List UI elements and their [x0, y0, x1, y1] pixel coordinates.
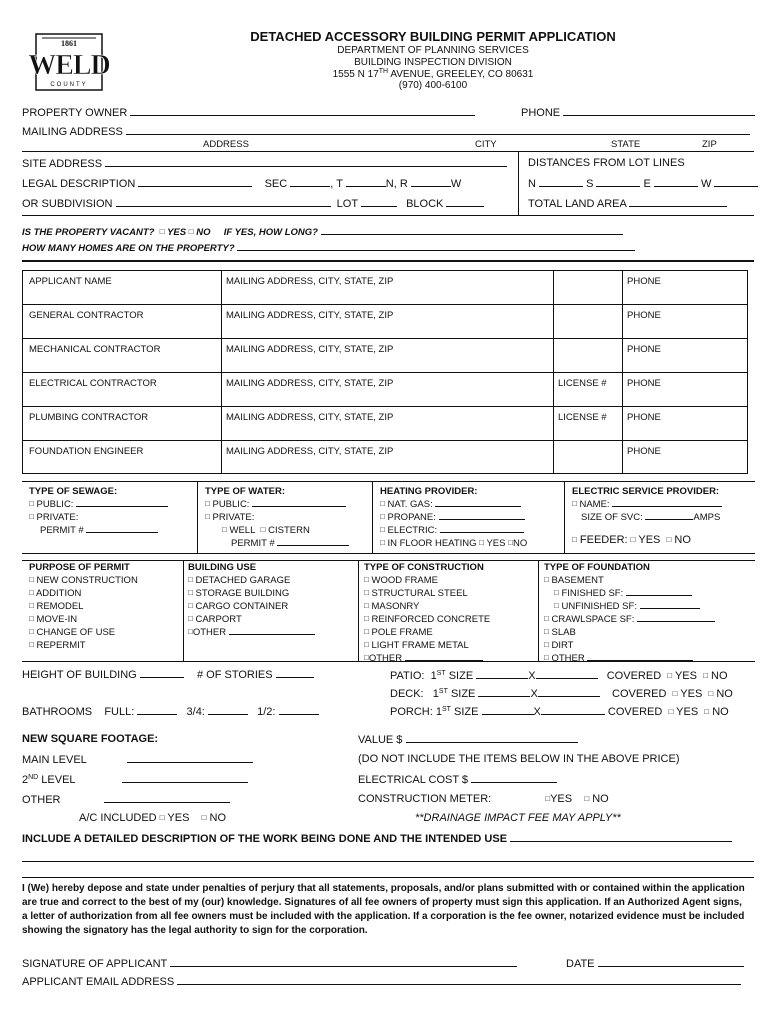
mailing-cell[interactable]: MAILING ADDRESS, CITY, STATE, ZIP — [226, 446, 394, 457]
phone-cell[interactable]: PHONE — [627, 446, 661, 457]
heat-gas[interactable]: □ NAT. GAS: — [380, 498, 527, 511]
second-level-field[interactable]: 2ND LEVEL — [22, 773, 248, 786]
phone-cell[interactable]: PHONE — [627, 344, 661, 355]
elec-name[interactable]: □ NAME: — [572, 498, 722, 511]
subdivision-field[interactable]: OR SUBDIVISION LOT BLOCK — [22, 197, 484, 210]
bathrooms-field[interactable]: BATHROOMS FULL: 3/4: 1/2: — [22, 705, 319, 718]
electric-section: ELECTRIC SERVICE PROVIDER: □ NAME: SIZE OF SVC: AMPS — [572, 486, 721, 523]
mailing-cell[interactable]: MAILING ADDRESS, CITY, STATE, ZIP — [226, 412, 394, 423]
license-cell[interactable]: LICENSE # — [558, 378, 607, 389]
description-line[interactable] — [22, 861, 754, 862]
construction-item[interactable]: □ LIGHT FRAME METAL — [364, 640, 469, 651]
construction-item[interactable]: □ POLE FRAME — [364, 627, 433, 638]
construction-other[interactable]: □OTHER — [364, 652, 490, 665]
height-field[interactable]: HEIGHT OF BUILDING — [22, 668, 184, 681]
water-well-cistern[interactable]: □ WELL □ CISTERN — [222, 525, 310, 536]
mailing-cell[interactable]: MAILING ADDRESS, CITY, STATE, ZIP — [226, 344, 394, 355]
row-mechanical-contractor[interactable]: MECHANICAL CONTRACTOR — [29, 344, 161, 355]
value-field[interactable]: VALUE $ — [358, 733, 578, 746]
sub-city: CITY — [475, 139, 497, 150]
porch-field[interactable]: PORCH: 1ST SIZE X COVERED □ YES □ NO — [390, 706, 729, 718]
form-title: DETACHED ACCESSORY BUILDING PERMIT APPLICATION — [250, 29, 616, 44]
purpose-item[interactable]: □ ADDITION — [29, 588, 82, 599]
description-field[interactable]: INCLUDE A DETAILED DESCRIPTION OF THE WORK BEING DONE AND THE INTENDED USE — [22, 833, 732, 845]
foundation-slab[interactable]: □ SLAB — [544, 627, 576, 638]
sewage-section: TYPE OF SEWAGE: □ PUBLIC: □ PRIVATE: PERMIT # — [29, 486, 168, 537]
construction-item[interactable]: □ WOOD FRAME — [364, 575, 438, 586]
stories-field[interactable]: # OF STORIES — [197, 668, 314, 681]
phone-cell[interactable]: PHONE — [627, 310, 661, 321]
distances-label: DISTANCES FROM LOT LINES — [528, 157, 685, 169]
patio-field[interactable]: PATIO: 1ST SIZE X COVERED □ YES □ NO — [390, 670, 728, 682]
value-note: (DO NOT INCLUDE THE ITEMS BELOW IN THE ABOVE PRICE) — [358, 753, 680, 765]
water-public[interactable]: □ PUBLIC: — [205, 498, 349, 511]
foundation-dirt[interactable]: □ DIRT — [544, 640, 574, 651]
water-permit[interactable]: PERMIT # — [205, 537, 349, 550]
mailing-address-field[interactable]: MAILING ADDRESS — [22, 125, 750, 138]
ac-included[interactable]: A/C INCLUDED □ YES □ NO — [79, 812, 227, 824]
sub-state: STATE — [611, 139, 641, 150]
mailing-cell[interactable]: MAILING ADDRESS, CITY, STATE, ZIP — [226, 378, 394, 389]
division-name: BUILDING INSPECTION DIVISION — [354, 57, 512, 68]
use-other[interactable]: □OTHER — [188, 626, 315, 639]
logo-year: 1861 — [61, 39, 77, 48]
email-field[interactable]: APPLICANT EMAIL ADDRESS — [22, 975, 741, 988]
row-applicant[interactable]: APPLICANT NAME — [29, 276, 112, 287]
sewage-private[interactable]: □ PRIVATE: — [29, 512, 79, 523]
use-item[interactable]: □ CARGO CONTAINER — [188, 601, 289, 612]
signature-field[interactable]: SIGNATURE OF APPLICANT — [22, 957, 517, 970]
purpose-section: PURPOSE OF PERMIT □ NEW CONSTRUCTION □ ADDITION □ REMODEL □ MOVE-IN □ CHANGE OF USE □ REPERMIT — [29, 562, 138, 651]
use-item[interactable]: □ DETACHED GARAGE — [188, 575, 291, 586]
homes-question[interactable]: HOW MANY HOMES ARE ON THE PROPERTY? — [22, 241, 635, 254]
dept-address: 1555 N 17TH AVENUE, GREELEY, CO 80631 — [332, 68, 534, 80]
mailing-cell[interactable]: MAILING ADDRESS, CITY, STATE, ZIP — [226, 276, 394, 287]
logo-name: WELD — [28, 50, 110, 81]
row-plumbing-contractor[interactable]: PLUMBING CONTRACTOR — [29, 412, 149, 423]
date-field[interactable]: DATE — [566, 957, 744, 970]
building-use-section: BUILDING USE □ DETACHED GARAGE □ STORAGE BUILDING □ CARGO CONTAINER □ CARPORT □OTHER — [188, 562, 315, 639]
electrical-cost-field[interactable]: ELECTRICAL COST $ — [358, 773, 557, 786]
construction-meter[interactable]: CONSTRUCTION METER: □YES □ NO — [358, 793, 609, 805]
site-address-field[interactable]: SITE ADDRESS — [22, 157, 507, 170]
foundation-crawlspace[interactable]: □ CRAWLSPACE SF: — [544, 613, 715, 626]
license-cell[interactable]: LICENSE # — [558, 412, 607, 423]
vacancy-question[interactable]: IS THE PROPERTY VACANT? □ YES □ NO IF YES, HOW LONG? — [22, 225, 623, 238]
construction-item[interactable]: □ STRUCTURAL STEEL — [364, 588, 468, 599]
main-level-field[interactable]: MAIN LEVEL — [22, 753, 253, 766]
purpose-item[interactable]: □ CHANGE OF USE — [29, 627, 116, 638]
purpose-item[interactable]: □ REPERMIT — [29, 640, 86, 651]
row-general-contractor[interactable]: GENERAL CONTRACTOR — [29, 310, 144, 321]
construction-item[interactable]: □ MASONRY — [364, 601, 420, 612]
use-item[interactable]: □ STORAGE BUILDING — [188, 588, 290, 599]
footage-title: NEW SQUARE FOOTAGE: — [22, 733, 159, 745]
dept-name: DEPARTMENT OF PLANNING SERVICES — [337, 45, 529, 56]
elec-feeder[interactable]: □ FEEDER: □ YES □ NO — [572, 534, 691, 546]
foundation-section: TYPE OF FOUNDATION □ BASEMENT □ FINISHED SF: □ UNFINISHED SF: □ CRAWLSPACE SF: □ SLAB □ DIRT □ OTHER — [544, 562, 715, 665]
phone-cell[interactable]: PHONE — [627, 378, 661, 389]
phone-cell[interactable]: PHONE — [627, 412, 661, 423]
elec-size[interactable]: SIZE OF SVC: AMPS — [581, 512, 721, 523]
sewage-public[interactable]: □ PUBLIC: — [29, 498, 168, 511]
description-line[interactable] — [22, 877, 754, 878]
owner-phone-field[interactable]: PHONE — [521, 106, 755, 119]
deck-field[interactable]: DECK: 1ST SIZE X COVERED □ YES □ NO — [390, 688, 733, 700]
heat-in-floor[interactable]: □ IN FLOOR HEATING □ YES □NO — [380, 538, 528, 549]
phone-cell[interactable]: PHONE — [627, 276, 661, 287]
purpose-item[interactable]: □ MOVE-IN — [29, 614, 78, 625]
construction-section: TYPE OF CONSTRUCTION □ WOOD FRAME □ STRUCTURAL STEEL □ MASONRY □ REINFORCED CONCRETE □ POLE FRAME □ LIGHT FRAME METAL □OTHER — [364, 562, 491, 664]
construction-item[interactable]: □ REINFORCED CONCRETE — [364, 614, 491, 625]
logo-county: COUNTY — [50, 82, 88, 88]
other-field[interactable]: OTHER — [22, 793, 230, 806]
heat-propane[interactable]: □ PROPANE: — [380, 511, 527, 524]
water-section: TYPE OF WATER: □ PUBLIC: □ PRIVATE: □ WELL □ CISTERN PERMIT # — [205, 486, 349, 550]
distances-fields[interactable]: N S E W — [528, 177, 758, 190]
foundation-finished[interactable]: □ FINISHED SF: — [544, 587, 715, 600]
total-land-area-field[interactable]: TOTAL LAND AREA — [528, 197, 727, 210]
row-foundation-engineer[interactable]: FOUNDATION ENGINEER — [29, 446, 144, 457]
property-owner-field[interactable]: PROPERTY OWNER — [22, 106, 475, 119]
sub-address: ADDRESS — [203, 139, 249, 150]
sub-zip: ZIP — [702, 139, 717, 150]
foundation-basement[interactable]: □ BASEMENT — [544, 575, 604, 586]
dept-phone: (970) 400-6100 — [398, 80, 468, 91]
purpose-item[interactable]: □ NEW CONSTRUCTION — [29, 575, 138, 586]
foundation-unfinished[interactable]: □ UNFINISHED SF: — [544, 600, 715, 613]
declaration-text: I (We) hereby depose and state under penalties of perjury that all statements, proposals, and/or plans submitted with or contained within the application are true and correct to the best of my (our) knowledge. Signatures of all fee owners of property must sign this application. If an Authorized Agent signs, a letter of authorization from all fee owners must be included with the application. If a corporation is the fee owner, notarized evidence must be included showing the signatory has the legal authority to sign for the corporation. — [22, 883, 745, 936]
use-item[interactable]: □ CARPORT — [188, 614, 242, 625]
drainage-note: **DRAINAGE IMPACT FEE MAY APPLY** — [415, 812, 621, 824]
purpose-item[interactable]: □ REMODEL — [29, 601, 84, 612]
mailing-cell[interactable]: MAILING ADDRESS, CITY, STATE, ZIP — [226, 310, 394, 321]
legal-description-field[interactable]: LEGAL DESCRIPTION SEC , T N, R W — [22, 178, 462, 190]
row-electrical-contractor[interactable]: ELECTRICAL CONTRACTOR — [29, 378, 157, 389]
sewage-permit[interactable]: PERMIT # — [29, 524, 168, 537]
foundation-other[interactable]: □ OTHER — [544, 652, 715, 665]
water-private[interactable]: □ PRIVATE: — [205, 512, 255, 523]
heating-section: HEATING PROVIDER: □ NAT. GAS: □ PROPANE: □ ELECTRIC: □ IN FLOOR HEATING □ YES □NO — [380, 486, 528, 549]
heat-electric[interactable]: □ ELECTRIC: — [380, 524, 527, 537]
